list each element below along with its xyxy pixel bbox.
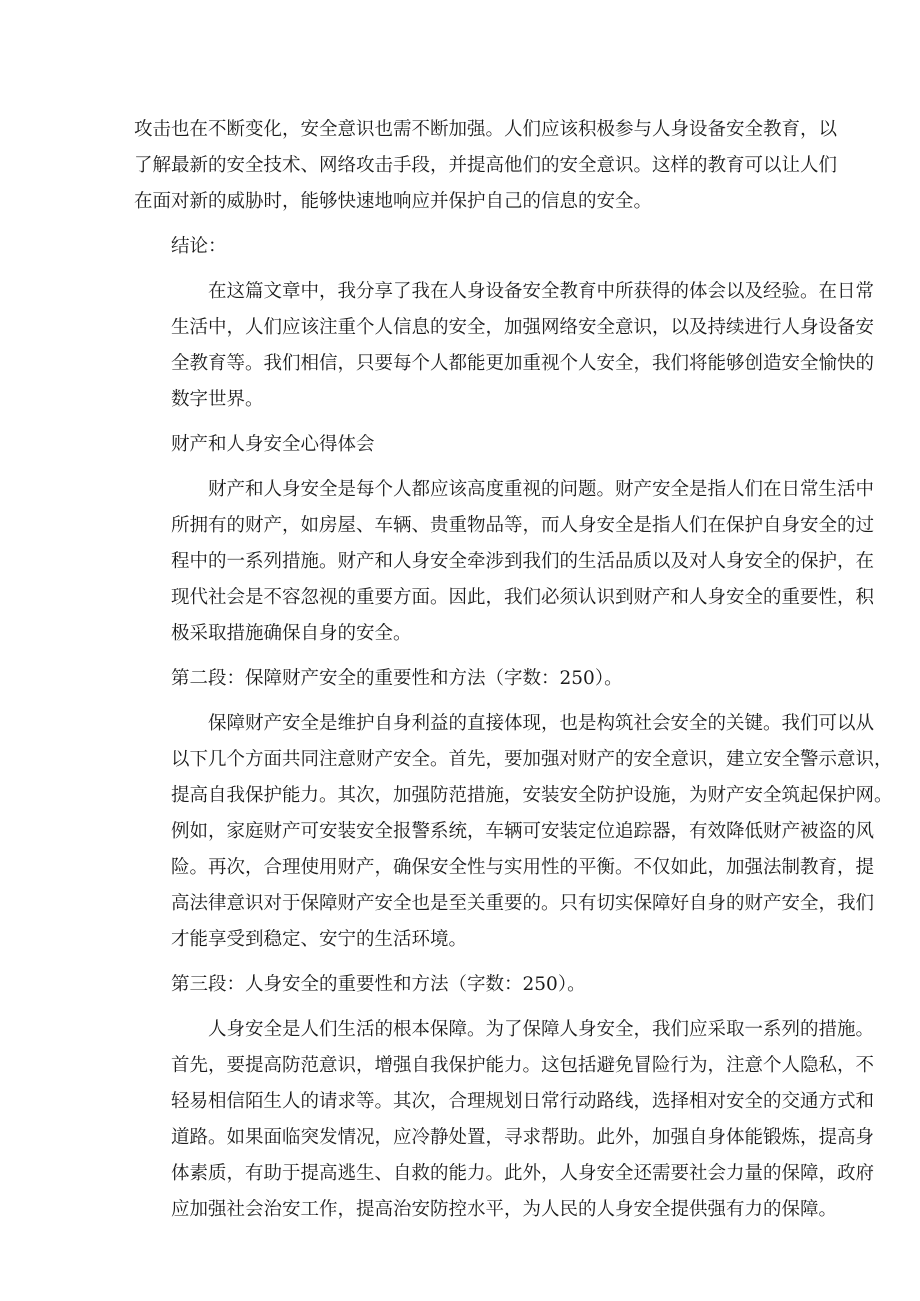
text-line: 人身安全是人们生活的根本保障。为了保障人身安全，我们应采取一系列的措施。 bbox=[208, 1019, 875, 1040]
text-line: 道路。如果面临突发情况，应冷静处置，寻求帮助。此外，加强自身体能锻炼，提高身 bbox=[171, 1127, 875, 1148]
text-line: 数字世界。 bbox=[171, 389, 264, 410]
text-line: 极采取措施确保自身的安全。 bbox=[171, 623, 412, 644]
paragraph-property-safety-intro bbox=[134, 472, 875, 652]
text-line: 险。再次，合理使用财产，确保安全性与实用性的平衡。不仅如此，加强法制教育，提 bbox=[171, 857, 875, 878]
text-line: 生活中，人们应该注重个人信息的安全，加强网络安全意识，以及持续进行人身设备安 bbox=[171, 317, 875, 338]
text-line: 程中的一系列措施。财产和人身安全牵涉到我们的生活品质以及对人身安全的保护，在 bbox=[171, 551, 875, 572]
text-line: 高法律意识对于保障财产安全也是至关重要的。只有切实保障好自身的财产安全，我们 bbox=[171, 893, 875, 914]
section-heading-part-two: 第二段：保障财产安全的重要性和方法（字数：250）。 bbox=[171, 668, 623, 689]
text-line: 体素质，有助于提高逃生、自救的能力。此外，人身安全还需要社会力量的保障，政府 bbox=[171, 1163, 875, 1184]
section-heading-conclusion: 结论： bbox=[171, 236, 227, 257]
text-line: 例如，家庭财产可安装安全报警系统，车辆可安装定位追踪器，有效降低财产被盗的风 bbox=[171, 821, 875, 842]
text-line: 了解最新的安全技术、网络攻击手段，并提高他们的安全意识。这样的教育可以让人们 bbox=[134, 155, 838, 176]
section-heading-part-three: 第三段：人身安全的重要性和方法（字数：250）。 bbox=[171, 974, 586, 995]
paragraph-property-safety-methods bbox=[134, 706, 893, 958]
text-line: 在这篇文章中，我分享了我在人身设备安全教育中所获得的体会以及经验。在日常 bbox=[208, 281, 875, 302]
text-line: 在面对新的威胁时，能够快速地响应并保护自己的信息的安全。 bbox=[134, 191, 653, 212]
text-line: 财产和人身安全是每个人都应该高度重视的问题。财产安全是指人们在日常生活中 bbox=[208, 479, 875, 500]
section-heading-experience: 财产和人身安全心得体会 bbox=[171, 434, 375, 455]
paragraph-conclusion bbox=[134, 274, 875, 418]
text-line: 攻击也在不断变化，安全意识也需不断加强。人们应该积极参与人身设备安全教育，以 bbox=[134, 119, 838, 140]
text-line: 所拥有的财产，如房屋、车辆、贵重物品等，而人身安全是指人们在保护自身安全的过 bbox=[171, 515, 875, 536]
text-line: 全教育等。我们相信，只要每个人都能更加重视个人安全，我们将能够创造安全愉快的 bbox=[171, 353, 875, 374]
text-line: 轻易相信陌生人的请求等。其次，合理规划日常行动路线，选择相对安全的交通方式和 bbox=[171, 1091, 875, 1112]
paragraph-personal-safety-methods bbox=[134, 1012, 875, 1228]
text-line: 以下几个方面共同注意财产安全。首先，要加强对财产的安全意识，建立安全警示意识， bbox=[171, 749, 893, 770]
text-line: 应加强社会治安工作，提高治安防控水平，为人民的人身安全提供强有力的保障。 bbox=[171, 1199, 838, 1220]
text-line: 首先，要提高防范意识，增强自我保护能力。这包括避免冒险行为，注意个人隐私，不 bbox=[171, 1055, 875, 1076]
text-line: 现代社会是不容忽视的重要方面。因此，我们必须认识到财产和人身安全的重要性，积 bbox=[171, 587, 875, 608]
text-line: 才能享受到稳定、安宁的生活环境。 bbox=[171, 929, 468, 950]
text-line: 保障财产安全是维护自身利益的直接体现，也是构筑社会安全的关键。我们可以从 bbox=[208, 713, 875, 734]
text-line: 提高自我保护能力。其次，加强防范措施，安装安全防护设施，为财产安全筑起保护网。 bbox=[171, 785, 893, 806]
document-body bbox=[134, 112, 893, 1237]
paragraph-intro-continuation bbox=[134, 112, 838, 220]
